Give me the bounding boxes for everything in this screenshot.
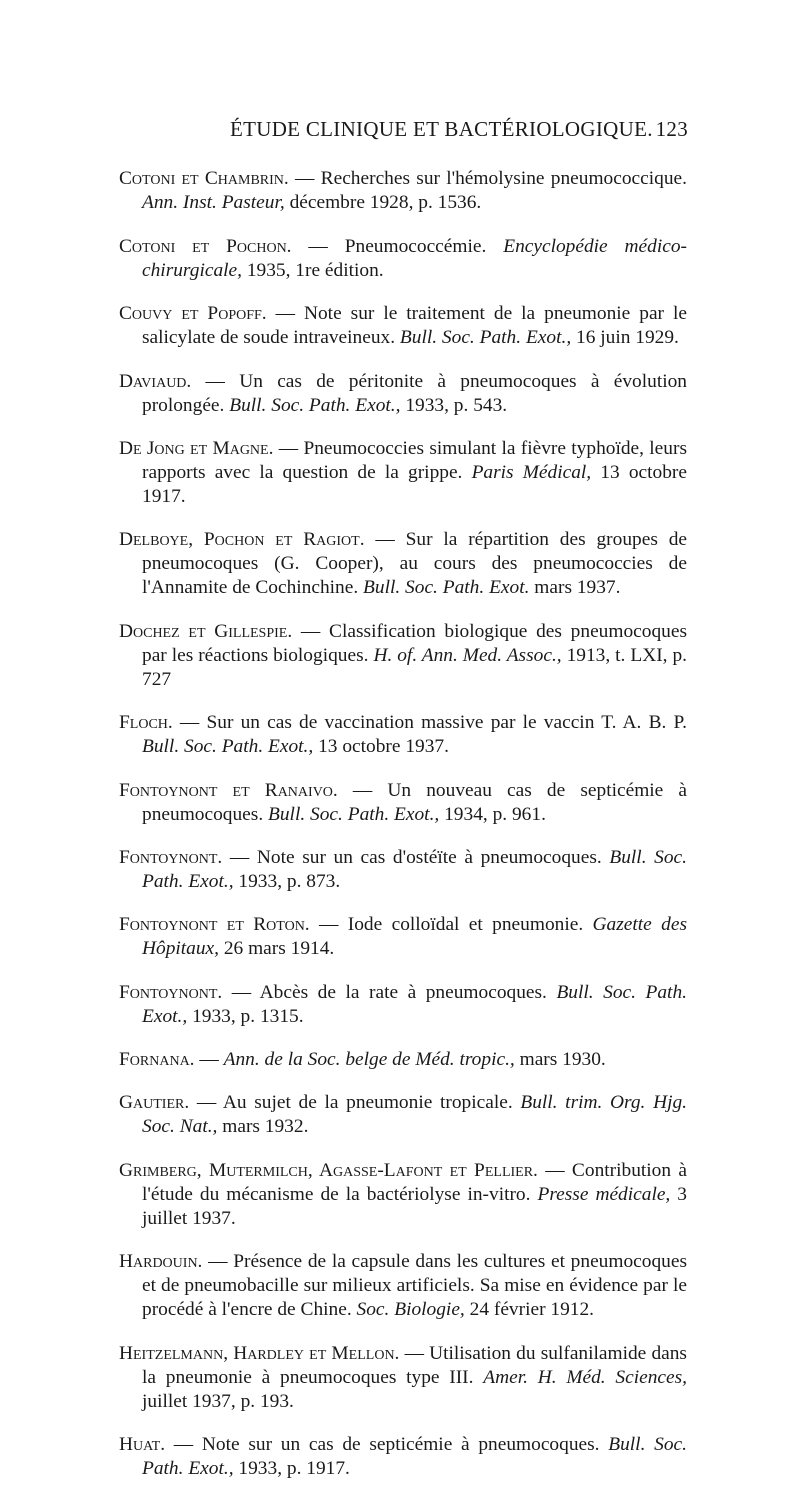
entry-authors: Fornana.	[119, 1049, 195, 1071]
entry-authors: Hardouin.	[119, 1251, 203, 1273]
entry-authors: Heitzelmann, Hardley et Mellon.	[119, 1342, 400, 1364]
entry-details: 24 février 1912.	[464, 1299, 595, 1321]
entry-source: Paris Médical,	[471, 461, 592, 483]
entry-details: 26 mars 1914.	[219, 938, 335, 960]
entry-authors: Delboye, Pochon et Ragiot.	[119, 529, 365, 551]
entry-source: Ann. de la Soc. belge de Méd. tropic.,	[223, 1049, 515, 1071]
entry-source: Presse médicale,	[537, 1183, 671, 1205]
entry-details: mars 1932.	[217, 1116, 309, 1138]
bibliography-entry	[119, 620, 687, 692]
bibliography-entry	[119, 528, 687, 600]
entry-details: 1933, p. 873.	[233, 870, 341, 892]
entry-details: 1933, p. 1315.	[187, 1005, 304, 1027]
entry-text: — Contribution à l'étude du mécanisme de la bactériolyse in-vitro.	[142, 1159, 687, 1205]
entry-source: Encyclopédie médico-chirurgicale,	[142, 235, 687, 281]
entry-authors: Fontoynont et Ranaivo.	[119, 779, 338, 801]
entry-details: 1935, 1re édition.	[241, 259, 384, 281]
bibliography-list	[119, 148, 687, 1493]
entry-details: mars 1937.	[529, 577, 621, 599]
entry-source: Bull. Soc. Path. Exot.,	[142, 981, 687, 1027]
bibliography-entry	[119, 167, 687, 215]
entry-source: Bull. Soc. Path. Exot.,	[229, 394, 401, 416]
entry-source: Bull. trim. Org. Hjg. Soc. Nat.,	[142, 1092, 687, 1138]
entry-authors: Huat.	[119, 1434, 166, 1456]
entry-source: Bull. Soc. Path. Exot.,	[142, 736, 314, 758]
entry-text: —	[194, 1049, 224, 1071]
entry-authors: Couvy et Popoff.	[119, 303, 267, 325]
entry-text: — Pneumococcémie.	[291, 235, 504, 257]
bibliography-entry	[119, 779, 687, 827]
entry-details: 13 octobre 1917.	[142, 461, 687, 507]
running-title: ÉTUDE CLINIQUE ET BACTÉRIOLOGIQUE.	[230, 117, 653, 141]
entry-details: 1934, p. 961.	[439, 803, 546, 825]
bibliography-entry	[119, 1048, 687, 1072]
bibliography-entry	[119, 1159, 687, 1231]
bibliography-entry	[119, 846, 687, 894]
entry-text: — Note sur le traitement de la pneumonie par le salicylate de soude intraveineux.	[142, 303, 687, 349]
entry-text: — Pneumococcies simulant la fièvre typhoïde, leurs rapports avec la question de la grippe.	[142, 437, 687, 483]
entry-text: — Utilisation du sulfanilamide dans la pneumonie à pneumocoques type III.	[142, 1342, 687, 1388]
bibliography-entry	[119, 370, 687, 418]
entry-authors: Floch.	[119, 712, 173, 734]
entry-source: Bull. Soc. Path. Exot.,	[268, 803, 440, 825]
entry-authors: De Jong et Magne.	[119, 437, 274, 459]
entry-authors: Daviaud.	[119, 370, 192, 392]
entry-details: décembre 1928, p. 1536.	[284, 192, 482, 214]
entry-details: 1933, p. 1917.	[233, 1458, 350, 1480]
bibliography-entry	[119, 1342, 687, 1414]
page-header	[115, 117, 688, 142]
entry-authors: Grimberg, Mutermilch, Agasse-Lafont et Pellier.	[119, 1159, 538, 1181]
bibliography-entry	[119, 302, 687, 350]
entry-text: — Au sujet de la pneumonie tropicale.	[189, 1092, 521, 1114]
entry-authors: Gautier.	[119, 1092, 190, 1114]
entry-source: Bull. Soc. Path. Exot.,	[142, 1434, 687, 1480]
entry-text: — Sur la répartition des groupes de pneumocoques (G. Cooper), au cours des pneumococcies de l'Annamite de Cochinchine.	[142, 529, 688, 599]
entry-source: Gazette des Hôpitaux,	[142, 914, 687, 960]
bibliography-entry	[119, 981, 687, 1029]
entry-source: Bull. Soc. Path. Exot.,	[399, 327, 572, 349]
entry-details: 1933, p. 543.	[400, 394, 508, 416]
entry-text: — Note sur un cas d'ostéïte à pneumocoques.	[222, 846, 610, 868]
entry-details: 1913, t. LXI, p. 727	[142, 644, 688, 690]
entry-text: — Sur un cas de vaccination massive par le vaccin T. A. B. P.	[172, 712, 687, 734]
entry-text: — Un cas de péritonite à pneumocoques à évolution prolongée.	[142, 370, 687, 416]
bibliography-entry	[119, 711, 687, 759]
entry-authors: Cotoni et Chambrin.	[119, 168, 289, 190]
entry-text: — Abcès de la rate à pneumocoques.	[222, 981, 557, 1003]
entry-source: Bull. Soc. Path. Exot.	[363, 577, 530, 599]
entry-details: mars 1930.	[514, 1049, 606, 1071]
entry-text: — Un nouveau cas de septicémie à pneumocoques.	[142, 779, 688, 825]
page-number: 123	[655, 117, 688, 141]
entry-text: — Note sur un cas de septicémie à pneumocoques.	[165, 1434, 609, 1456]
entry-details: 13 octobre 1937.	[313, 736, 449, 758]
entry-text: — Iode colloïdal et pneumonie.	[309, 914, 593, 936]
bibliography-entry	[119, 1250, 687, 1322]
entry-source: Soc. Biologie,	[356, 1299, 465, 1321]
entry-authors: Cotoni et Pochon.	[119, 235, 292, 257]
entry-source: Ann. Inst. Pasteur,	[142, 192, 285, 214]
entry-source: Bull. Soc. Path. Exot.,	[142, 846, 688, 892]
entry-authors: Fontoynont et Roton.	[119, 914, 310, 936]
entry-details: 16 juin 1929.	[571, 327, 679, 349]
entry-authors: Fontoynont.	[119, 981, 223, 1003]
entry-text: — Présence de la capsule dans les cultures et pneumocoques et de pneumobacille sur milieux artificiels. Sa mise en évidence par le procédé à l'encre de Chine.	[142, 1251, 687, 1321]
entry-authors: Dochez et Gillespie.	[119, 620, 293, 642]
bibliography-entry	[119, 1433, 687, 1481]
entry-details: 3 juillet 1937.	[142, 1183, 687, 1229]
bibliography-entry	[119, 235, 687, 283]
entry-authors: Fontoynont.	[119, 846, 223, 868]
bibliography-entry	[119, 437, 687, 509]
bibliography-entry	[119, 913, 687, 961]
entry-text: — Recherches sur l'hémolysine pneumococcique.	[288, 168, 687, 190]
entry-text: — Classification biologique des pneumocoques par les réactions biologiques.	[142, 620, 687, 666]
entry-source: Amer. H. Méd. Sciences,	[483, 1366, 688, 1388]
entry-details: juillet 1937, p. 193.	[142, 1390, 294, 1412]
bibliography-entry	[119, 1091, 687, 1139]
entry-source: H. of. Ann. Med. Assoc.,	[373, 644, 562, 666]
